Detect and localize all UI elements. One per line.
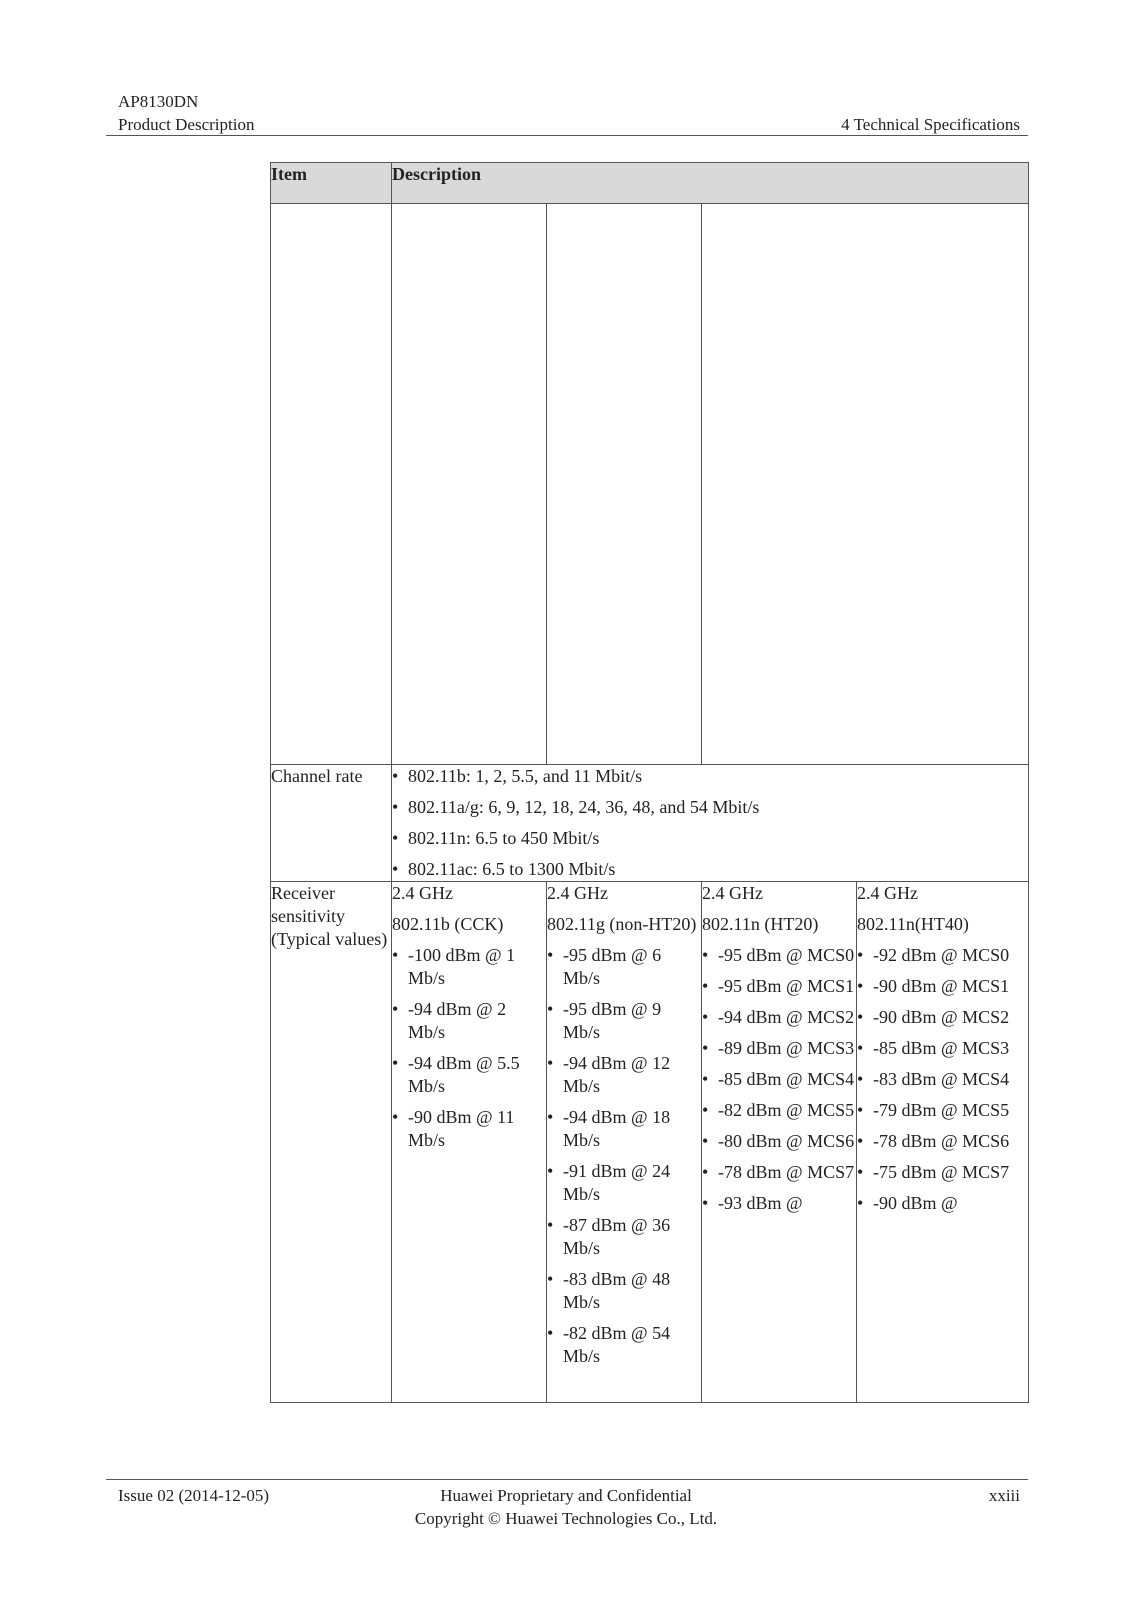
blank-cell xyxy=(271,204,392,765)
list-item: • -83 dBm @ 48 Mb/s xyxy=(547,1268,701,1314)
list-item: • -92 dBm @ MCS0 xyxy=(857,944,1028,967)
list-item: • 802.11n: 6.5 to 450 Mbit/s xyxy=(392,827,1028,850)
list-item: • 802.11b: 1, 2, 5.5, and 11 Mbit/s xyxy=(392,765,1028,788)
table-header-row xyxy=(271,163,1029,204)
page-number: xxiii xyxy=(988,1486,1020,1505)
rx-col-11n-ht20 xyxy=(702,882,857,1403)
list-item: • -82 dBm @ MCS5 xyxy=(702,1099,856,1122)
list-item: • -79 dBm @ MCS5 xyxy=(857,1099,1028,1122)
list-item: • -95 dBm @ MCS1 xyxy=(702,975,856,998)
channel-rate-desc xyxy=(392,765,1029,882)
rx-col-11b xyxy=(392,882,547,1403)
copyright-notice: Copyright © Huawei Technologies Co., Ltd. xyxy=(414,1509,718,1528)
list-item: • -95 dBm @ MCS0 xyxy=(702,944,856,967)
list-item: • -89 dBm @ MCS3 xyxy=(702,1037,856,1060)
list-item: • -93 dBm @ xyxy=(702,1192,856,1215)
mode-label: 802.11b (CCK) xyxy=(392,914,504,934)
band-label: 2.4 GHz xyxy=(702,883,763,903)
mode-label: 802.11g (non-HT20) xyxy=(547,914,697,934)
list-item: • 802.11ac: 6.5 to 1300 Mbit/s xyxy=(392,858,1028,881)
list-item: • -100 dBm @ 1 Mb/s xyxy=(392,944,546,990)
product-name: AP8130DN xyxy=(118,92,199,111)
list-item: • -85 dBm @ MCS3 xyxy=(857,1037,1028,1060)
footer-center xyxy=(0,1484,1132,1530)
issue-label: Issue 02 (2014-12-05) xyxy=(118,1486,270,1505)
list-item: • -90 dBm @ 11 Mb/s xyxy=(392,1106,546,1152)
list-item: • -90 dBm @ MCS2 xyxy=(857,1006,1028,1029)
list-item: • 802.11a/g: 6, 9, 12, 18, 24, 36, 48, and 54 Mbit/s xyxy=(392,796,1028,819)
list-item: • -75 dBm @ MCS7 xyxy=(857,1161,1028,1184)
band-label: 2.4 GHz xyxy=(857,883,918,903)
receiver-sensitivity-row xyxy=(271,882,1029,1403)
col-header-description: Description xyxy=(392,163,1029,204)
page-header-left xyxy=(118,90,254,136)
header-divider xyxy=(106,135,1028,136)
list-item: • -90 dBm @ xyxy=(857,1192,1028,1215)
blank-cell xyxy=(392,204,547,765)
section-title: 4 Technical Specifications xyxy=(841,115,1020,134)
rx-col-11n-ht40 xyxy=(857,882,1029,1403)
document-type: Product Description xyxy=(118,115,255,134)
list-item: • -85 dBm @ MCS4 xyxy=(702,1068,856,1091)
list-item: • -87 dBm @ 36 Mb/s xyxy=(547,1214,701,1260)
list-item: • -94 dBm @ 12 Mb/s xyxy=(547,1052,701,1098)
rx-col-11g xyxy=(547,882,702,1403)
spec-table xyxy=(270,162,1029,1403)
list-item: • -83 dBm @ MCS4 xyxy=(857,1068,1028,1091)
channel-rate-row xyxy=(271,765,1029,882)
list-item: • -91 dBm @ 24 Mb/s xyxy=(547,1160,701,1206)
blank-cell xyxy=(702,204,1029,765)
list-item: • -78 dBm @ MCS6 xyxy=(857,1130,1028,1153)
list-item: • -82 dBm @ 54 Mb/s xyxy=(547,1322,701,1368)
mode-label: 802.11n(HT40) xyxy=(857,914,969,934)
list-item: • -95 dBm @ 6 Mb/s xyxy=(547,944,701,990)
mode-label: 802.11n (HT20) xyxy=(702,914,819,934)
list-item: • -95 dBm @ 9 Mb/s xyxy=(547,998,701,1044)
footer-divider xyxy=(106,1479,1028,1480)
list-item: • -94 dBm @ 2 Mb/s xyxy=(392,998,546,1044)
proprietary-notice: Huawei Proprietary and Confidential xyxy=(440,1486,692,1505)
list-item: • -80 dBm @ MCS6 xyxy=(702,1130,856,1153)
continued-row xyxy=(271,204,1029,765)
band-label: 2.4 GHz xyxy=(392,883,453,903)
list-item: • -78 dBm @ MCS7 xyxy=(702,1161,856,1184)
blank-cell xyxy=(547,204,702,765)
channel-rate-label: Channel rate xyxy=(271,765,392,882)
list-item: • -94 dBm @ MCS2 xyxy=(702,1006,856,1029)
list-item: • -90 dBm @ MCS1 xyxy=(857,975,1028,998)
list-item: • -94 dBm @ 5.5 Mb/s xyxy=(392,1052,546,1098)
col-header-item: Item xyxy=(271,163,392,204)
band-label: 2.4 GHz xyxy=(547,883,608,903)
list-item: • -94 dBm @ 18 Mb/s xyxy=(547,1106,701,1152)
receiver-sensitivity-label: Receiver sensitivity (Typical values) xyxy=(271,882,392,1403)
